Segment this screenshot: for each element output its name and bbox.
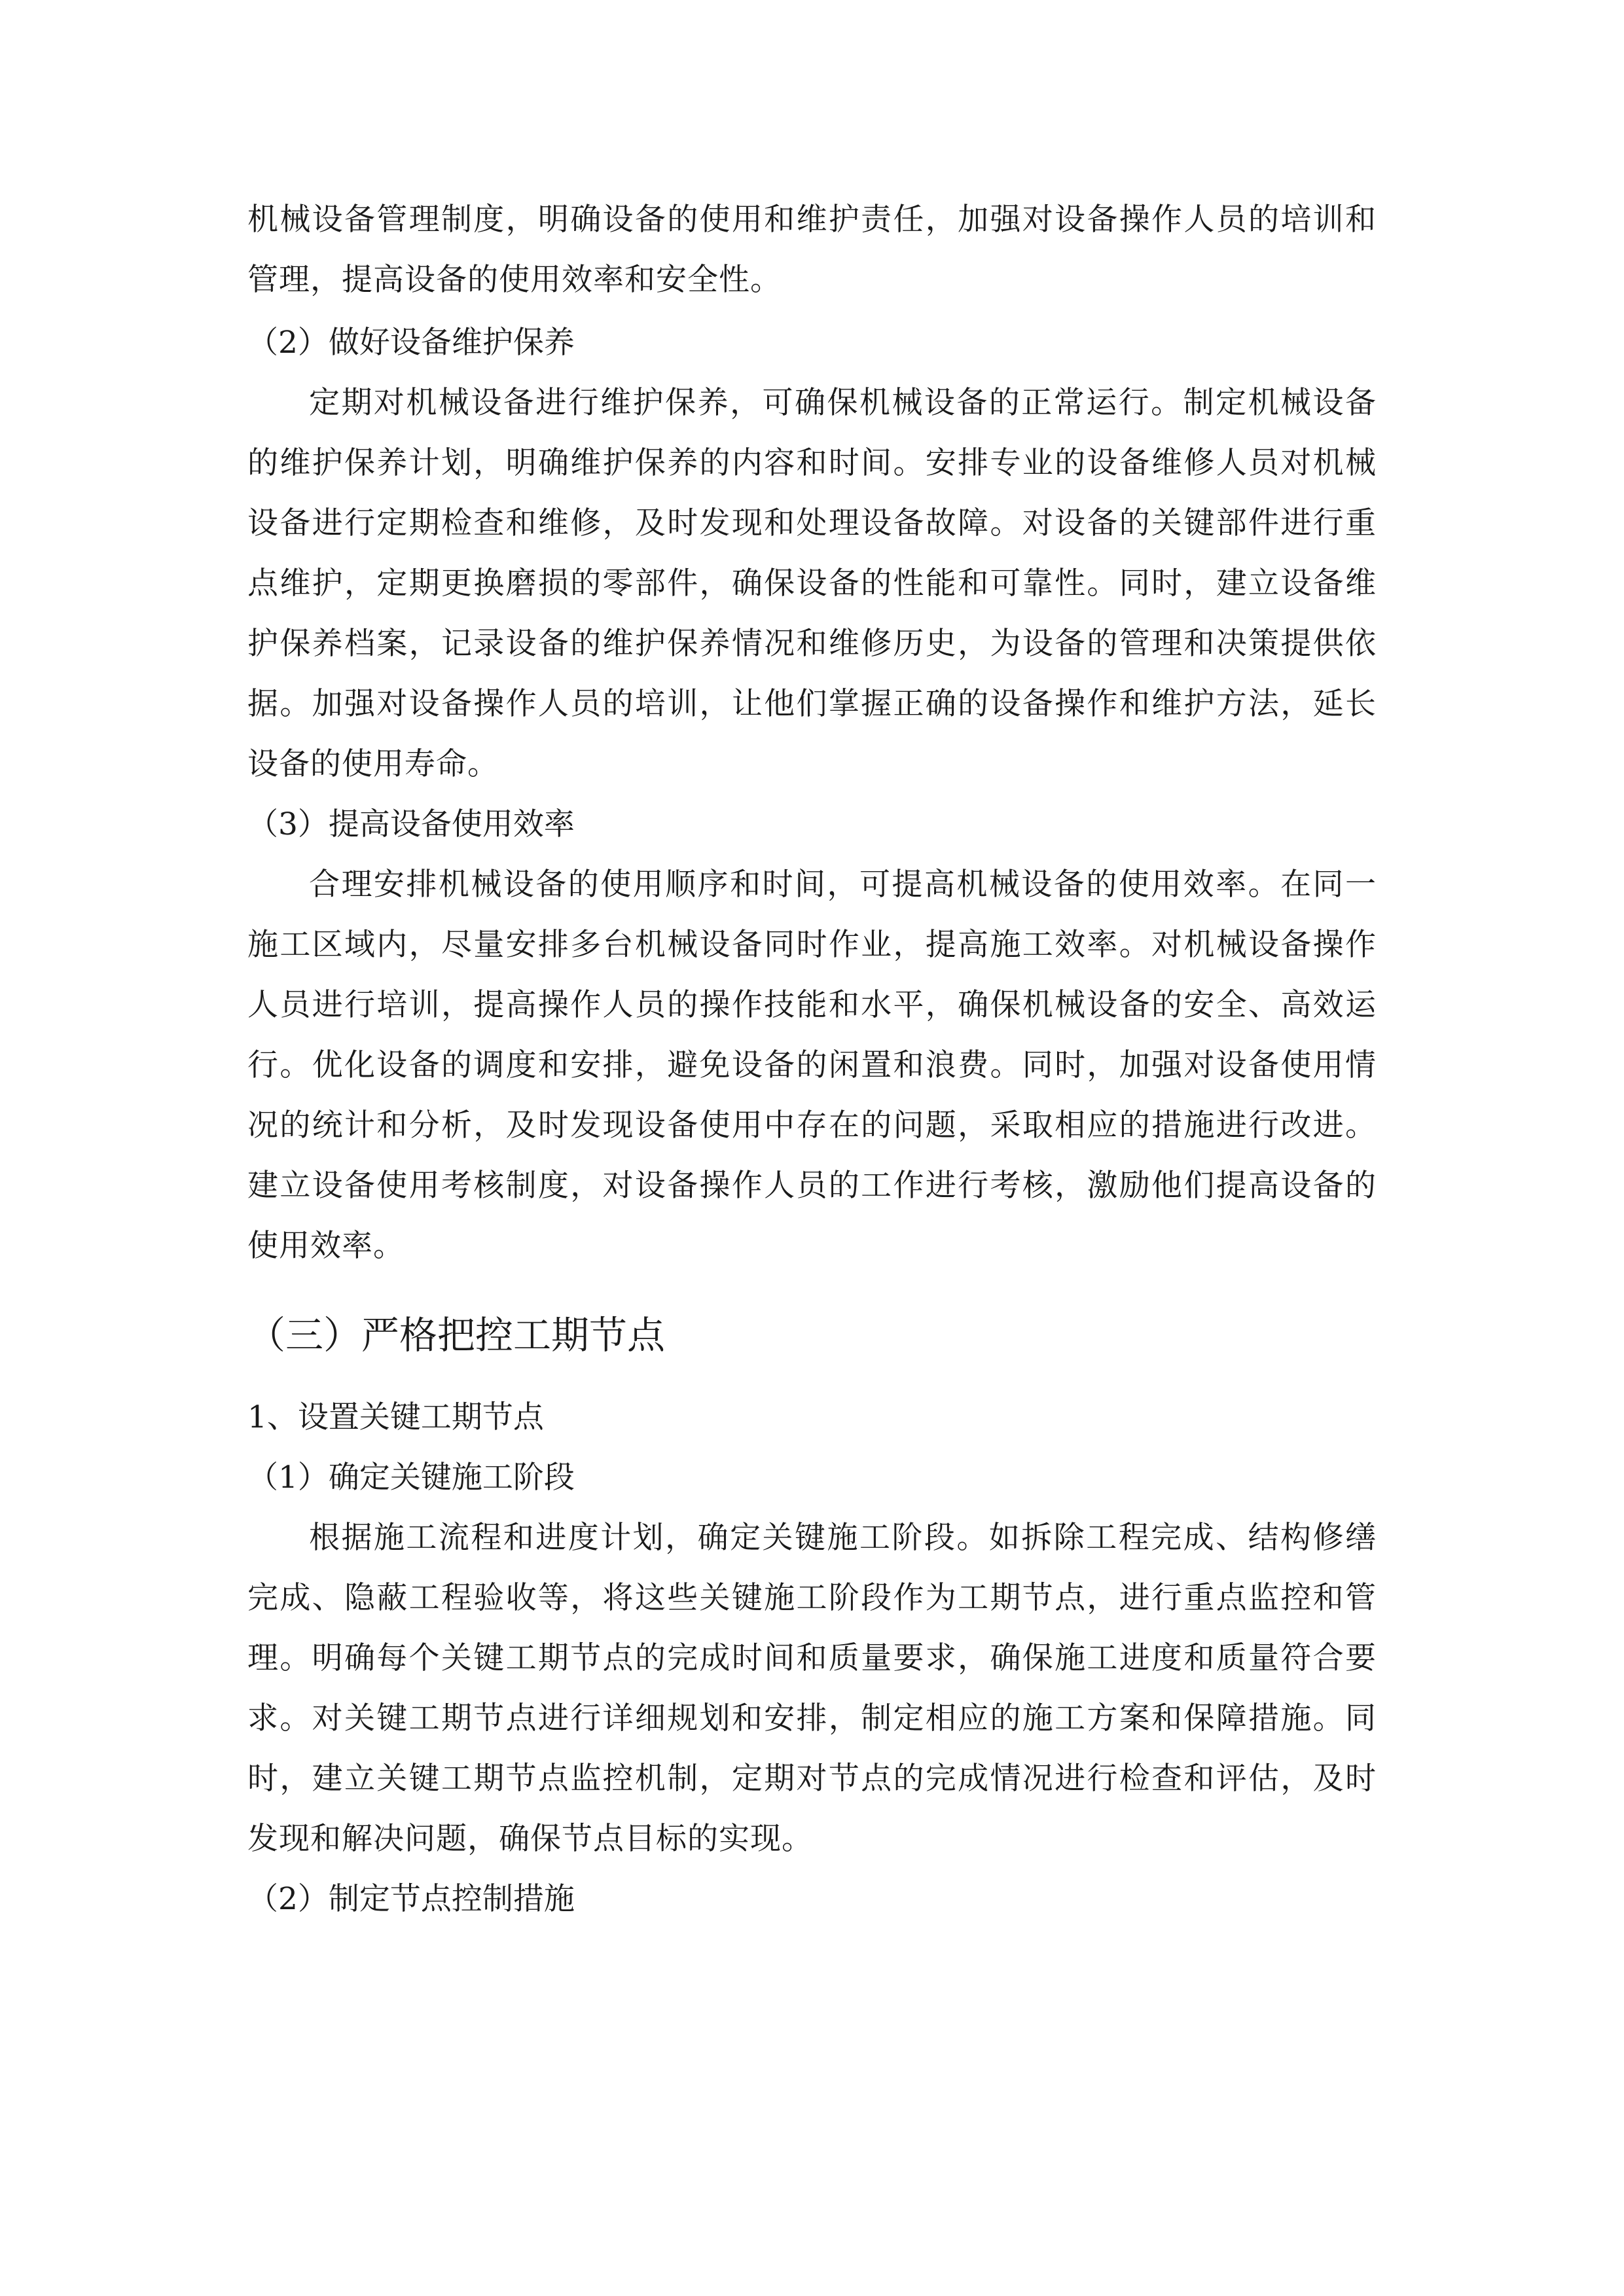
item-heading-node-control: （2）制定节点控制措施 (247, 1881, 575, 1917)
paragraph-key-stages: 根据施工流程和进度计划，确定关键施工阶段。如拆除工程完成、结构修缮完成、隐蔽工程验收等，将这些关键施工阶段作为工期节点，进行重点监控和管理。明确每个关键工期节点的完成时间和质量要求，确保施工进度和质量符合要求。对关键工期节点进行详细规划和安排，制定相应的施工方案和保障措施。同时，建立关键工期节点监控机制，定期对节点的完成情况进行检查和评估，及时发现和解决问题，确保节点目标的实现。 (247, 1520, 1377, 1857)
paragraph-efficiency: 合理安排机械设备的使用顺序和时间，可提高机械设备的使用效率。在同一施工区域内，尽量安排多台机械设备同时作业，提高施工效率。对机械设备操作人员进行培训，提高操作人员的操作技能和水平，确保机械设备的安全、高效运行。优化设备的调度和安排，避免设备的闲置和浪费。同时，加强对设备使用情况的统计和分析，及时发现设备使用中存在的问题，采取相应的措施进行改进。建立设备使用考核制度，对设备操作人员的工作进行考核，激励他们提高设备的使用效率。 (247, 867, 1377, 1264)
paragraph-maintenance: 定期对机械设备进行维护保养，可确保机械设备的正常运行。制定机械设备的维护保养计划，明确维护保养的内容和时间。安排专业的设备维修人员对机械设备进行定期检查和维修，及时发现和处理设备故障。对设备的关键部件进行重点维护，定期更换磨损的零部件，确保设备的性能和可靠性。同时，建立设备维护保养档案，记录设备的维护保养情况和维修历史，为设备的管理和决策提供依据。加强对设备操作人员的培训，让他们掌握正确的设备操作和维护方法，延长设备的使用寿命。 (247, 385, 1377, 782)
item-heading-maintenance: （2）做好设备维护保养 (247, 325, 575, 361)
item-heading-key-stages: （1）确定关键施工阶段 (247, 1460, 575, 1496)
item-heading-efficiency: （3）提高设备使用效率 (247, 806, 575, 842)
section-title-schedule: （三）严格把控工期节点 (247, 1313, 666, 1357)
paragraph-equipment-management: 机械设备管理制度，明确设备的使用和维护责任，加强对设备操作人员的培训和管理，提高设备的使用效率和安全性。 (247, 202, 1377, 298)
document-body (247, 190, 1377, 1929)
subsection-title-key-nodes: 1、设置关键工期节点 (247, 1399, 544, 1435)
